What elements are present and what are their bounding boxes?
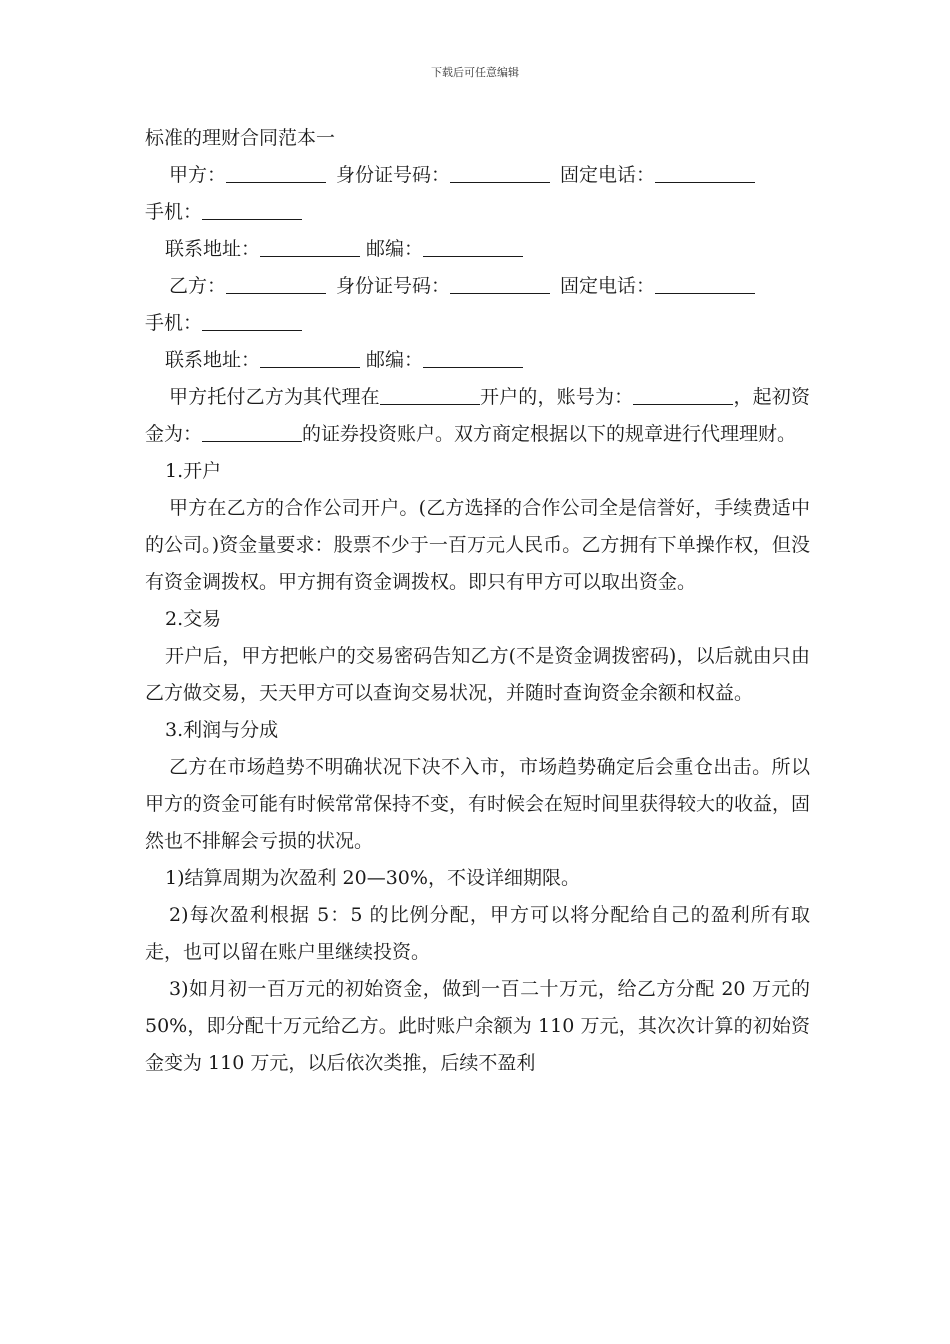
- party-b-line: [145, 268, 810, 305]
- initial-fund-blank: [202, 421, 302, 442]
- party-a-postcode-label: 邮编：: [366, 238, 424, 260]
- party-a-name-blank: [226, 162, 326, 183]
- list-item-2: 2)每次盈利根据 5：5 的比例分配，甲方可以将分配给自己的盈利所有取走，也可以留在账户里继续投资。: [145, 904, 810, 963]
- account-blank: [633, 384, 733, 405]
- party-b-address-line: [145, 342, 810, 379]
- section-1-body: 甲方在乙方的合作公司开户。(乙方选择的合作公司全是信誉好，手续费适中的公司。)资金量要求：股票不少于一百万元人民币。乙方拥有下单操作权，但没有资金调拨权。甲方拥有资金调拨权。即只有甲方可以取出资金。: [145, 497, 810, 593]
- party-a-mobile-line: [145, 194, 810, 231]
- party-b-phone-label: 固定电话：: [560, 275, 656, 297]
- party-a-address-blank: [260, 236, 360, 257]
- party-a-id-label: 身份证号码：: [336, 164, 451, 186]
- broker-blank: [380, 384, 480, 405]
- party-b-address-blank: [260, 347, 360, 368]
- document-body: [145, 120, 810, 1082]
- section-3-title: 3.利润与分成: [165, 719, 279, 741]
- party-a-address-line: [145, 231, 810, 268]
- party-b-mobile-blank: [202, 310, 302, 331]
- party-b-postcode-label: 邮编：: [366, 349, 424, 371]
- party-a-mobile-label: 手机：: [145, 201, 203, 223]
- section-2-title: 2.交易: [165, 608, 222, 630]
- party-b-phone-blank: [655, 273, 755, 294]
- party-a-phone-blank: [655, 162, 755, 183]
- section-2-body: 开户后，甲方把帐户的交易密码告知乙方(不是资金调拨密码)，以后就由只由乙方做交易，天天甲方可以查询交易状况，并随时查询资金余额和权益。: [145, 645, 810, 704]
- party-b-name-blank: [226, 273, 326, 294]
- party-a-line: [145, 157, 810, 194]
- page-header: 下载后可任意编辑: [431, 66, 519, 79]
- section-1-title: 1.开户: [165, 460, 222, 482]
- party-b-address-label: 联系地址：: [165, 349, 261, 371]
- section-3-body: 乙方在市场趋势不明确状况下决不入市，市场趋势确定后会重仓出击。所以甲方的资金可能有时候常常保持不变，有时候会在短时间里获得较大的收益，固然也不排解会亏损的状况。: [145, 756, 811, 852]
- party-b-mobile-label: 手机：: [145, 312, 203, 334]
- party-a-mobile-blank: [202, 199, 302, 220]
- document-title: 标准的理财合同范本一: [145, 127, 336, 149]
- party-a-address-label: 联系地址：: [165, 238, 261, 260]
- list-item-3: 3)如月初一百万元的初始资金，做到一百二十万元，给乙方分配 20 万元的 50%，即分配十万元给乙方。此时账户余额为 110 万元，其次次计算的初始资金变为 110 万元，以后依次类推，后续不盈利: [145, 978, 810, 1074]
- party-b-id-label: 身份证号码：: [336, 275, 451, 297]
- list-item-1: 1)结算周期为次盈利 20—30%，不设详细期限。: [165, 867, 580, 889]
- intro-paragraph: 甲方托付乙方为其代理在 开户的，账号为： ，起初资金为： 的证券投资账户。双方商定根据以下的规章进行代理理财。: [145, 386, 810, 445]
- party-a-phone-label: 固定电话：: [560, 164, 656, 186]
- party-a-postcode-blank: [423, 236, 523, 257]
- party-b-postcode-blank: [423, 347, 523, 368]
- party-b-label: 乙方：: [169, 275, 227, 297]
- party-a-label: 甲方：: [169, 164, 227, 186]
- party-a-id-blank: [450, 162, 550, 183]
- party-b-id-blank: [450, 273, 550, 294]
- party-b-mobile-line: [145, 305, 810, 342]
